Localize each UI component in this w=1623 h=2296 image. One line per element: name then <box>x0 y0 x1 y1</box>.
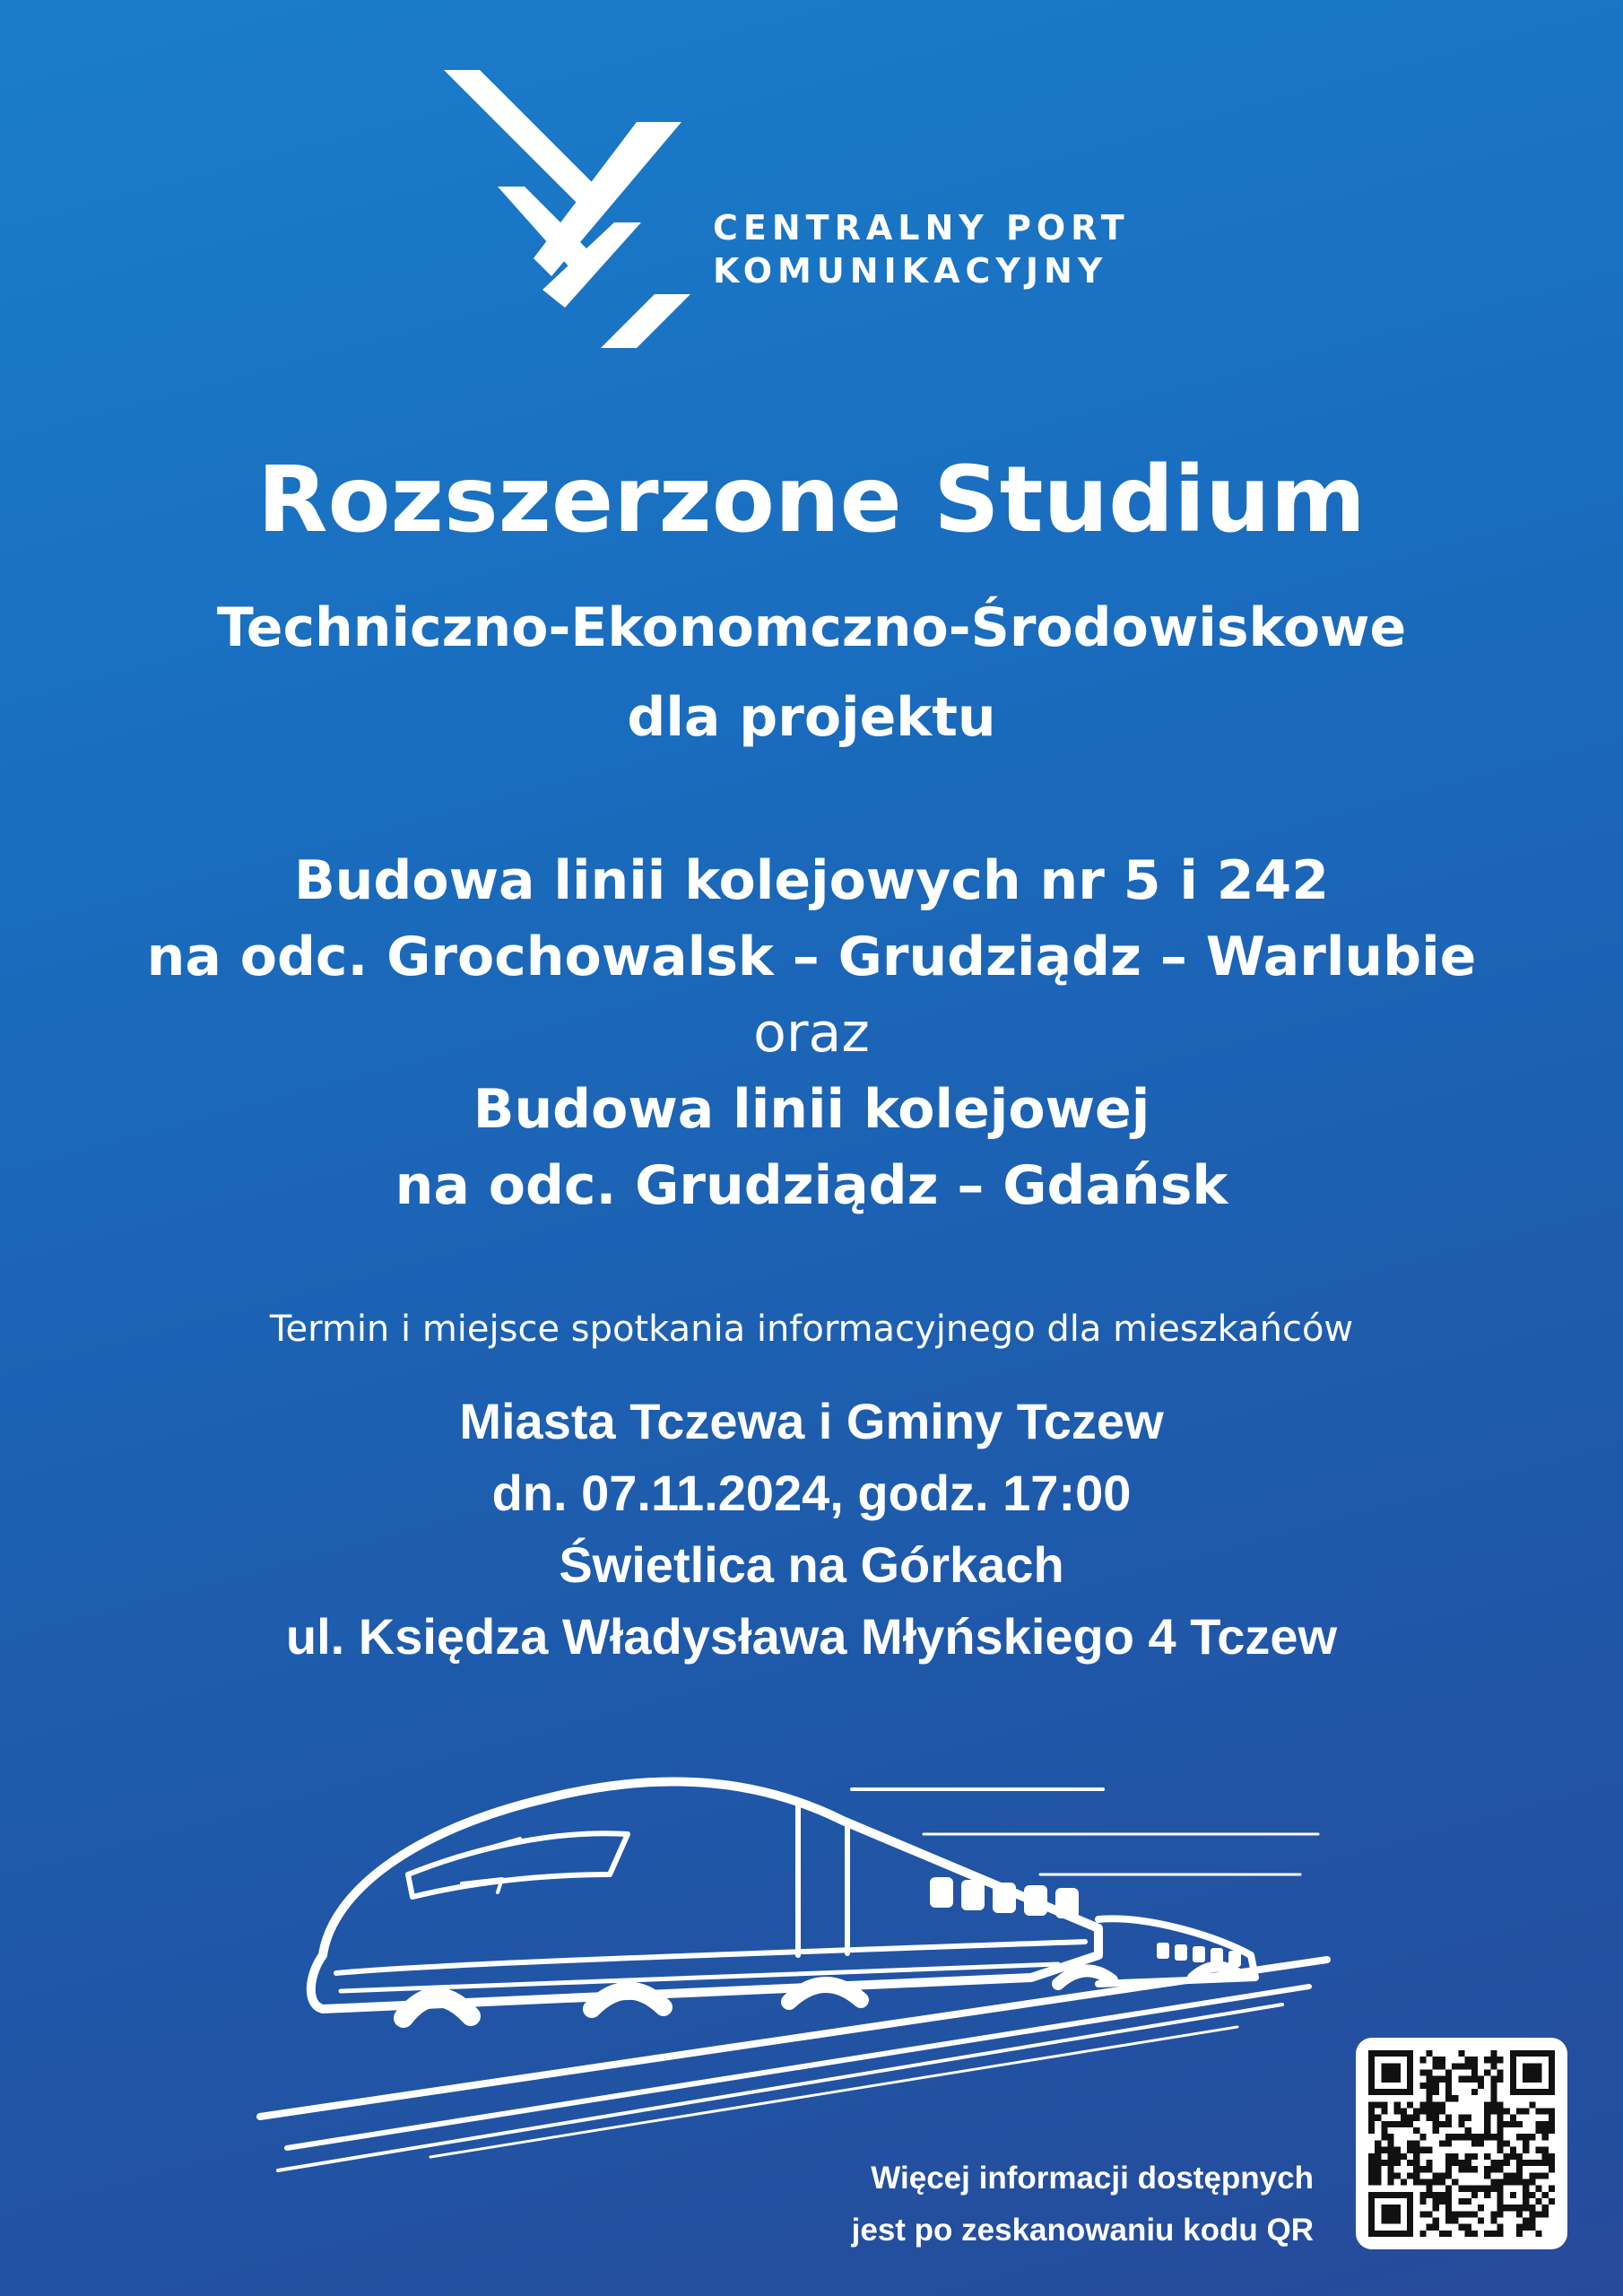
meeting-venue: Świetlica na Górkach <box>559 1536 1064 1593</box>
logo-text <box>713 206 1130 292</box>
project-1-line-1: Budowa linii kolejowych nr 5 i 242 <box>293 849 1330 912</box>
project-2-line-2: na odc. Grudziądz – Gdańsk <box>395 1154 1228 1217</box>
project-2-line-1: Budowa linii kolejowej <box>473 1078 1150 1141</box>
meeting-address: ul. Księdza Władysława Młyńskiego 4 Tczew <box>285 1608 1338 1665</box>
meeting-audience: Miasta Tczewa i Gminy Tczew <box>459 1393 1164 1449</box>
qr-info-line-2: jest po zeskanowaniu kodu QR <box>851 2213 1314 2248</box>
train-icon <box>251 1749 1354 2188</box>
qr-info-text <box>852 2152 1314 2257</box>
page-title: Rozszerzone Studium <box>256 447 1366 553</box>
meeting-details <box>0 1386 1623 1673</box>
qr-code[interactable] <box>1356 2038 1567 2249</box>
meeting-label: Termin i miejsce spotkania informacyjnego dla mieszkańców <box>269 1309 1354 1350</box>
qr-code-icon <box>1368 2050 1555 2237</box>
logo-line-2: KOMUNIKACYJNY <box>713 251 1108 291</box>
cpk-logo-icon <box>444 70 749 357</box>
conjunction: oraz <box>753 1002 870 1065</box>
meeting-datetime: dn. 07.11.2024, godz. 17:00 <box>491 1465 1132 1521</box>
logo-line-1: CENTRALNY PORT <box>713 208 1130 248</box>
page-subtitle: Techniczno-Ekonomczno-Środowiskowe <box>216 596 1407 659</box>
page-subtitle-2: dla projektu <box>627 686 996 749</box>
qr-info-line-1: Więcej informacji dostępnych <box>871 2161 1314 2196</box>
project-1-line-2: na odc. Grochowalsk – Grudziądz – Warlubie <box>146 926 1477 988</box>
